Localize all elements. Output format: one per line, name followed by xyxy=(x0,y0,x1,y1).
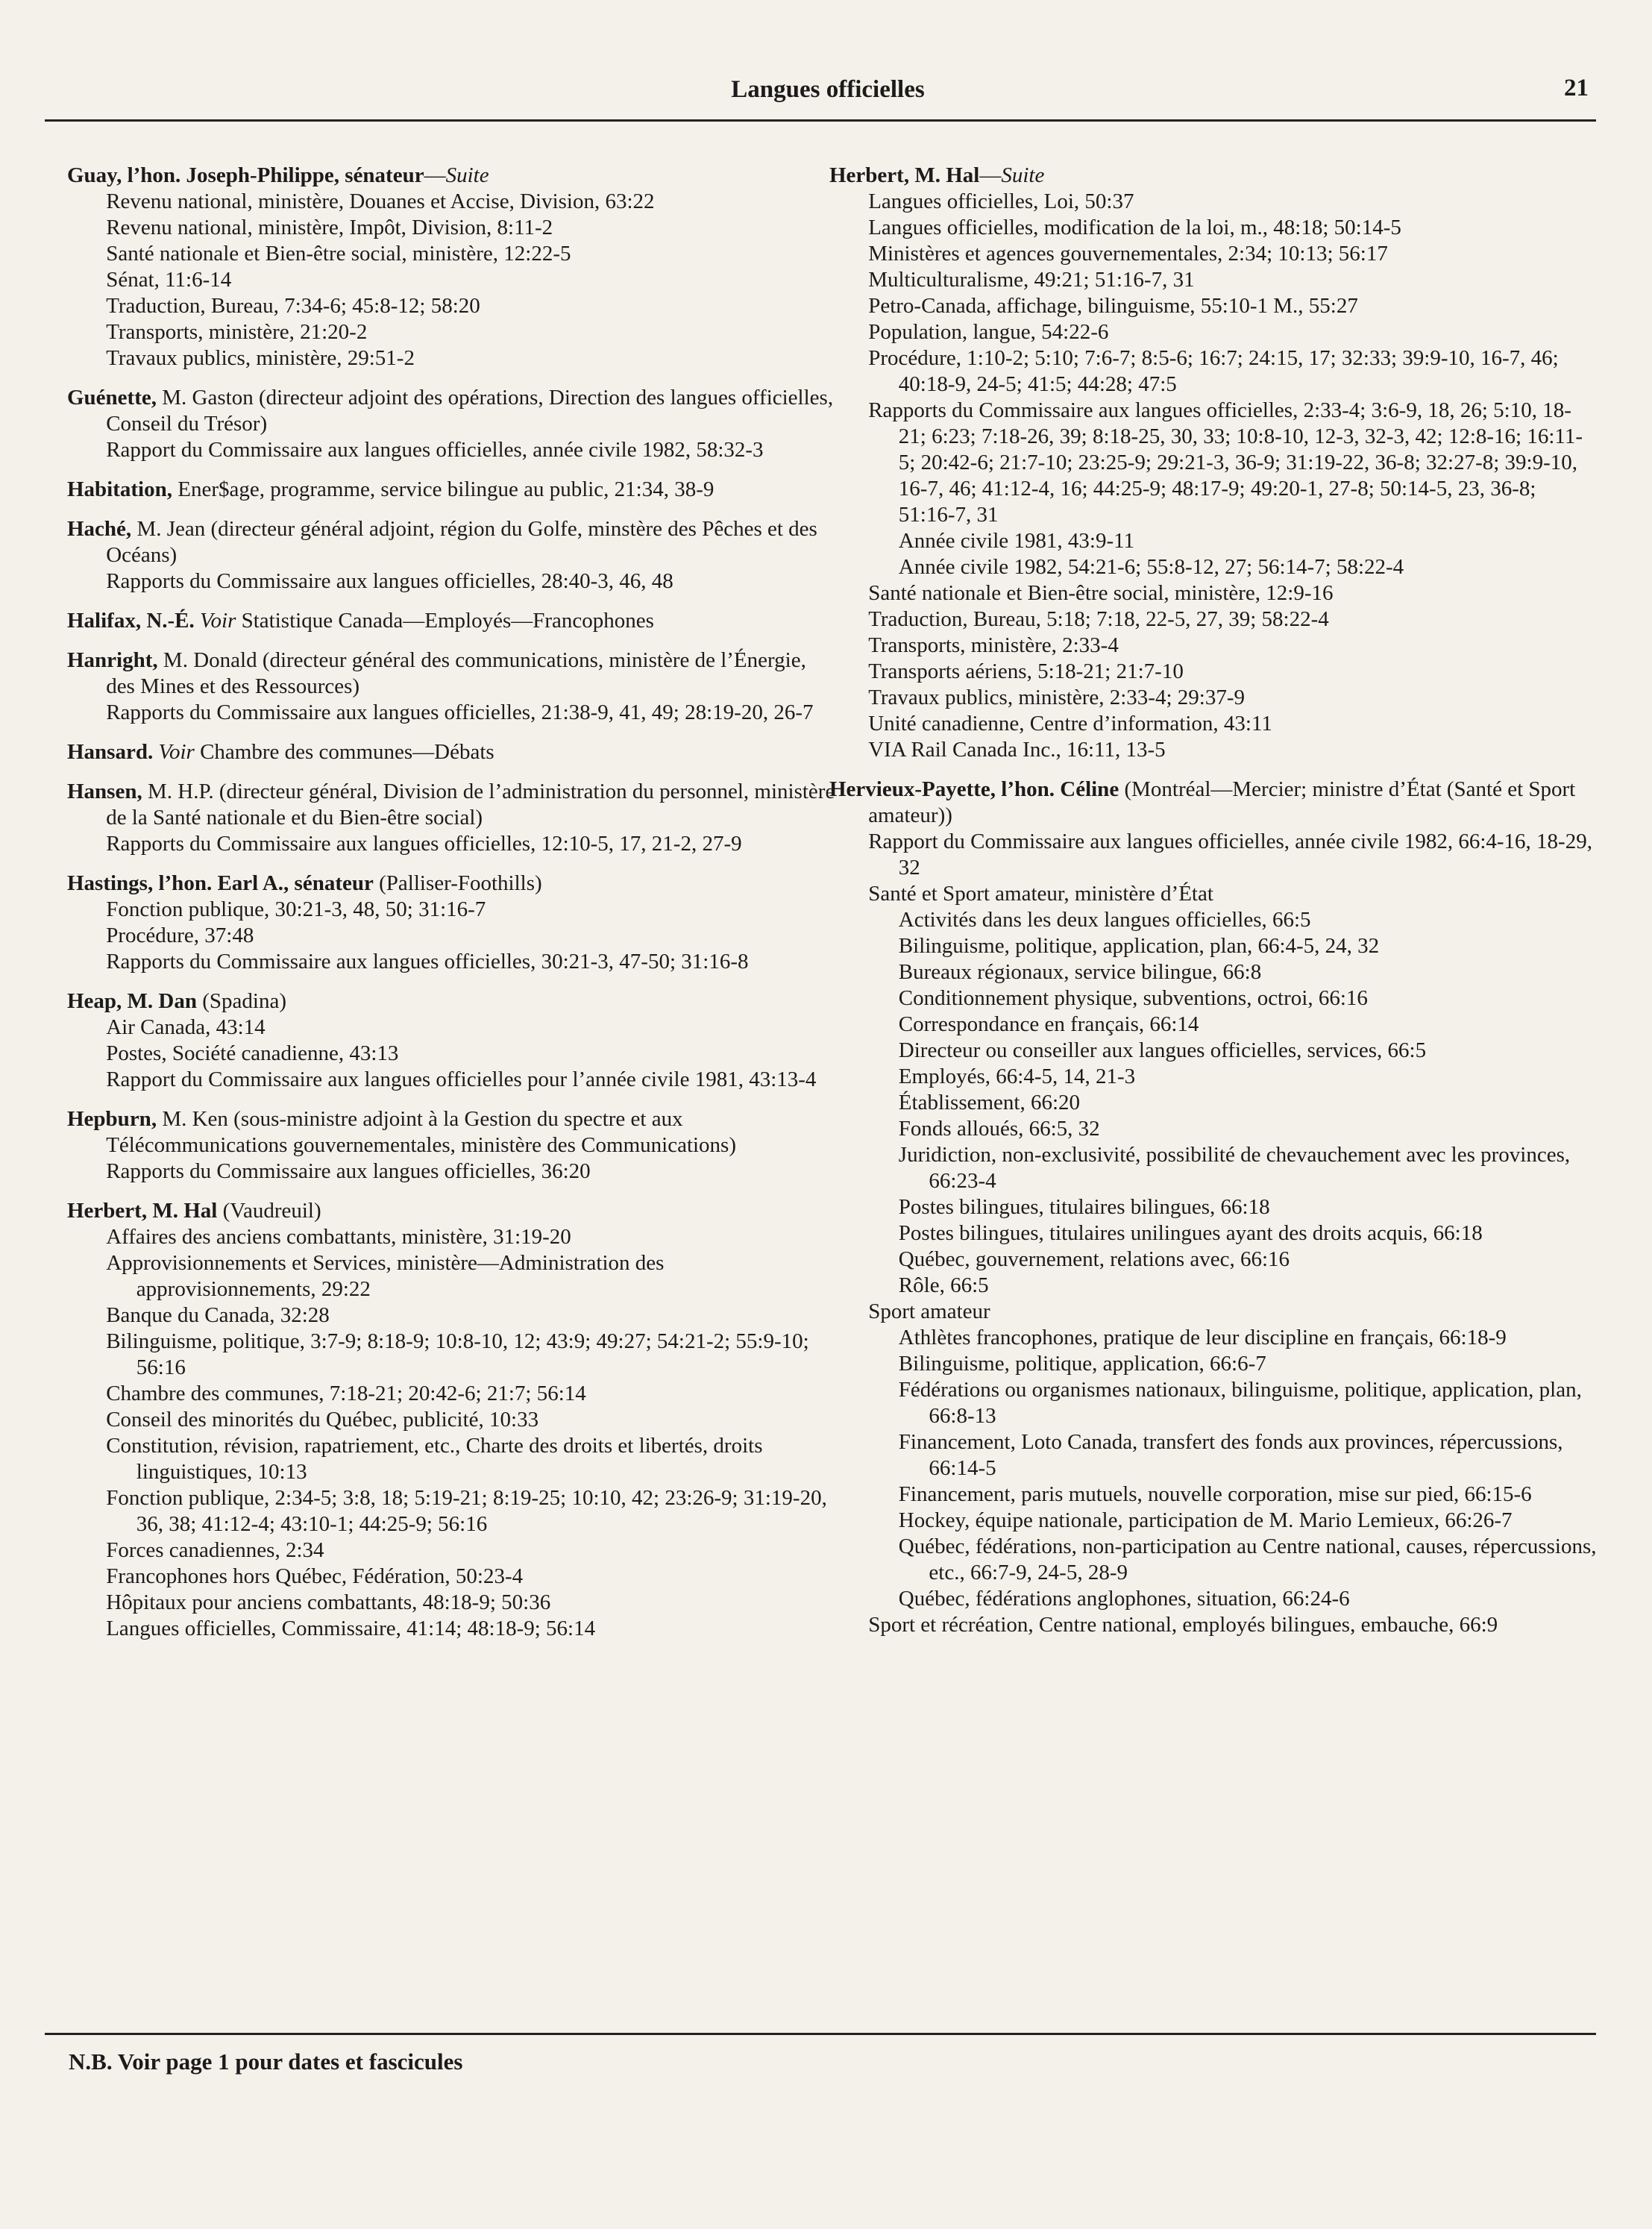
index-entry xyxy=(67,608,835,634)
subentry: Année civile 1982, 54:21-6; 55:8-12, 27; 56:14-7; 58:22-4 xyxy=(898,555,1404,579)
subentry: VIA Rail Canada Inc., 16:11, 13-5 xyxy=(868,738,1166,762)
subentry: Bilinguisme, politique, 3:7-9; 8:18-9; 10:8-10, 12; 43:9; 49:27; 54:21-2; 55:9-10; 56:16 xyxy=(106,1329,809,1379)
subentry: Procédure, 1:10-2; 5:10; 7:6-7; 8:5-6; 16:7; 24:15, 17; 32:33; 39:9-10, 16-7, 46; 40:18-9, 24-5; 41:5; 44:28; 47:5 xyxy=(868,346,1559,396)
entry-name: Haché, xyxy=(67,517,132,541)
subentry: Bureaux régionaux, service bilingue, 66:8 xyxy=(898,960,1262,984)
entry-heading xyxy=(67,739,835,765)
subentry: Langues officielles, Loi, 50:37 xyxy=(868,189,1134,213)
subentry: Postes bilingues, titulaires bilingues, 66:18 xyxy=(898,1195,1270,1219)
subentry: Traduction, Bureau, 5:18; 7:18, 22-5, 27, 39; 58:22-4 xyxy=(868,607,1329,631)
entry-name-suffix: Voir Chambre des communes—Débats xyxy=(158,740,494,764)
subentry: Multiculturalisme, 49:21; 51:16-7, 31 xyxy=(868,268,1195,292)
subentry: Population, langue, 54:22-6 xyxy=(868,320,1109,344)
entry-name-suffix: M. Gaston (directeur adjoint des opérations, Direction des langues officielles, Conseil du Trésor) xyxy=(106,386,834,436)
subentry: Bilinguisme, politique, application, plan, 66:4-5, 24, 32 xyxy=(898,934,1380,958)
page-title: Langues officielles xyxy=(731,76,925,103)
subentry: Approvisionnements et Services, ministère—Administration des approvisionnements, 29:22 xyxy=(106,1251,665,1301)
subentry: Santé nationale et Bien-être social, ministère, 12:9-16 xyxy=(868,581,1334,605)
subentry: Fonction publique, 30:21-3, 48, 50; 31:16-7 xyxy=(106,897,486,921)
subentry: Procédure, 37:48 xyxy=(106,924,254,947)
subentry: Sport et récréation, Centre national, employés bilingues, embauche, 66:9 xyxy=(868,1613,1498,1637)
subentry: Rapport du Commissaire aux langues officielles pour l’année civile 1981, 43:13-4 xyxy=(106,1068,817,1091)
subentry: Rapports du Commissaire aux langues officielles, 36:20 xyxy=(106,1159,591,1183)
subentry: Transports, ministère, 21:20-2 xyxy=(106,320,368,344)
entry-name: Guénette, xyxy=(67,386,157,410)
page-header xyxy=(67,72,1589,116)
subentry: Rapport du Commissaire aux langues officielles, année civile 1982, 66:4-16, 18-29, 32 xyxy=(868,830,1592,880)
index-entry xyxy=(829,163,1598,763)
index-entry xyxy=(67,648,835,726)
entry-name: Hastings, l’hon. Earl A., sénateur xyxy=(67,871,374,895)
subentry: Année civile 1981, 43:9-11 xyxy=(898,529,1135,553)
subentry: Fédérations ou organismes nationaux, bilinguisme, politique, application, plan, 66:8-13 xyxy=(898,1378,1582,1428)
entry-heading xyxy=(67,516,835,568)
index-entry xyxy=(67,1106,835,1185)
subentry: Affaires des anciens combattants, ministère, 31:19-20 xyxy=(106,1225,571,1249)
subentry: Athlètes francophones, pratique de leur discipline en français, 66:18-9 xyxy=(898,1326,1507,1349)
entry-name-suffix: (Palliser-Foothills) xyxy=(373,871,542,895)
subentry: Bilinguisme, politique, application, 66:6-7 xyxy=(898,1352,1266,1376)
subentry: Rapports du Commissaire aux langues officielles, 30:21-3, 47-50; 31:16-8 xyxy=(106,950,749,974)
left-column xyxy=(67,163,835,1655)
subentry: Québec, fédérations anglophones, situation, 66:24-6 xyxy=(898,1587,1350,1611)
subentry: Air Canada, 43:14 xyxy=(106,1015,266,1039)
subentry: Travaux publics, ministère, 29:51-2 xyxy=(106,346,415,370)
index-entry xyxy=(67,385,835,463)
subentry: Revenu national, ministère, Douanes et Accise, Division, 63:22 xyxy=(106,189,655,213)
entry-name-suffix: —Suite xyxy=(424,163,489,187)
subentry: Petro-Canada, affichage, bilinguisme, 55:10-1 M., 55:27 xyxy=(868,294,1358,318)
entry-name: Hansard. xyxy=(67,740,154,764)
subentry: Ministères et agences gouvernementales, 2:34; 10:13; 56:17 xyxy=(868,242,1388,266)
index-entry xyxy=(67,988,835,1093)
entry-name: Herbert, M. Hal xyxy=(67,1199,218,1223)
entry-heading xyxy=(67,988,835,1015)
subentry: Transports aériens, 5:18-21; 21:7-10 xyxy=(868,659,1184,683)
index-entry xyxy=(67,516,835,595)
subentry: Transports, ministère, 2:33-4 xyxy=(868,633,1119,657)
subentry: Directeur ou conseiller aux langues officielles, services, 66:5 xyxy=(898,1038,1427,1062)
entry-name-suffix: M. H.P. (directeur général, Division de l’administration du personnel, ministère de la Santé nationale et du Bien-être social) xyxy=(106,780,835,830)
entry-heading xyxy=(829,163,1598,189)
entry-name-suffix: —Suite xyxy=(979,163,1045,187)
subentry: Fonds alloués, 66:5, 32 xyxy=(898,1117,1100,1141)
subentry: Forces canadiennes, 2:34 xyxy=(106,1538,324,1562)
subentry: Travaux publics, ministère, 2:33-4; 29:37-9 xyxy=(868,686,1245,709)
subentry: Traduction, Bureau, 7:34-6; 45:8-12; 58:20 xyxy=(106,294,480,318)
entry-name-suffix: M. Ken (sous-ministre adjoint à la Gestion du spectre et aux Télécommunications gouvernementales, ministère des Communications) xyxy=(106,1107,736,1157)
index-entry xyxy=(67,739,835,765)
subentry: Rapports du Commissaire aux langues officielles, 12:10-5, 17, 21-2, 27-9 xyxy=(106,832,742,856)
subentry: Conseil des minorités du Québec, publicité, 10:33 xyxy=(106,1408,539,1432)
subentry: Unité canadienne, Centre d’information, 43:11 xyxy=(868,712,1272,736)
subentry: Québec, fédérations, non-participation au Centre national, causes, répercussions, etc., 66:7-9, 24-5, 28-9 xyxy=(898,1534,1597,1584)
entry-name-suffix: Voir Statistique Canada—Employés—Francophones xyxy=(200,609,654,633)
entry-name-suffix: M. Donald (directeur général des communications, ministère de l’Énergie, des Mines et des Ressources) xyxy=(106,648,806,698)
subentry: Constitution, révision, rapatriement, etc., Charte des droits et libertés, droits linguistiques, 10:13 xyxy=(106,1434,763,1484)
subentry: Rapport du Commissaire aux langues officielles, année civile 1982, 58:32-3 xyxy=(106,438,764,462)
subentry: Santé et Sport amateur, ministère d’État xyxy=(868,882,1213,906)
subentry: Banque du Canada, 32:28 xyxy=(106,1303,330,1327)
index-entry xyxy=(829,777,1598,1638)
index-entry xyxy=(67,477,835,503)
page-number: 21 xyxy=(1564,75,1589,101)
entry-heading xyxy=(67,871,835,897)
entry-name: Herbert, M. Hal xyxy=(829,163,980,187)
subentry: Fonction publique, 2:34-5; 3:8, 18; 5:19-21; 8:19-25; 10:10, 42; 23:26-9; 31:19-20, 36, 38; 41:12-4; 43:10-1; 44:25-9; 56:16 xyxy=(106,1486,827,1536)
subentry: Employés, 66:4-5, 14, 21-3 xyxy=(898,1065,1136,1088)
entry-heading xyxy=(67,385,835,437)
subentry: Rapports du Commissaire aux langues officielles, 2:33-4; 3:6-9, 18, 26; 5:10, 18-21; 6:23; 7:18-26, 39; 8:18-25, 30, 33; 10:8-10, 12-3, 32-3, 42; 12:8-16; 16:11-5; 20:42-6; 21:7-10; 23:25-9; 29:21-3, 36-9; 31:19-22, 36-8; 32:27-8; 39:9-10, 16-7, 46; 41:12-4, 16; 44:25-9; 48:17-9; 49:20-1, 27-8; 50:14-5, 23, 36-8; 51:16-7, 31 xyxy=(868,398,1583,527)
subentry: Juridiction, non-exclusivité, possibilité de chevauchement avec les provinces, 66:23-4 xyxy=(898,1143,1571,1193)
subentry: Conditionnement physique, subventions, octroi, 66:16 xyxy=(898,986,1368,1010)
entry-heading xyxy=(67,477,835,503)
subentry: Revenu national, ministère, Impôt, Division, 8:11-2 xyxy=(106,216,553,239)
entry-name: Hansen, xyxy=(67,780,142,803)
entry-heading xyxy=(829,777,1598,829)
subentry: Sénat, 11:6-14 xyxy=(106,268,232,292)
entry-name-suffix: (Montréal—Mercier; ministre d’État (Santé et Sport amateur)) xyxy=(868,777,1576,827)
entry-name: Hepburn, xyxy=(67,1107,157,1131)
entry-heading xyxy=(67,1198,835,1224)
entry-heading xyxy=(67,163,835,189)
subentry: Québec, gouvernement, relations avec, 66:16 xyxy=(898,1247,1290,1271)
footer-note: N.B. Voir page 1 pour dates et fascicules xyxy=(69,2048,463,2075)
subentry: Langues officielles, modification de la loi, m., 48:18; 50:14-5 xyxy=(868,216,1401,239)
entry-name: Hervieux-Payette, l’hon. Céline xyxy=(829,777,1119,801)
subentry: Hôpitaux pour anciens combattants, 48:18-9; 50:36 xyxy=(106,1590,551,1614)
index-entry xyxy=(67,871,835,975)
subentry: Sport amateur xyxy=(868,1300,990,1323)
subentry: Rapports du Commissaire aux langues officielles, 28:40-3, 46, 48 xyxy=(106,569,673,593)
entry-heading xyxy=(67,1106,835,1159)
subentry: Financement, Loto Canada, transfert des fonds aux provinces, répercussions, 66:14-5 xyxy=(898,1430,1563,1480)
entry-name-suffix: M. Jean (directeur général adjoint, région du Golfe, minstère des Pêches et des Océans) xyxy=(106,517,817,567)
index-entry xyxy=(67,779,835,857)
subentry: Postes bilingues, titulaires unilingues ayant des droits acquis, 66:18 xyxy=(898,1221,1483,1245)
entry-name-suffix: (Vaudreuil) xyxy=(217,1199,321,1223)
subentry: Correspondance en français, 66:14 xyxy=(898,1012,1199,1036)
subentry: Rapports du Commissaire aux langues officielles, 21:38-9, 41, 49; 28:19-20, 26-7 xyxy=(106,700,814,724)
entry-name-suffix: (Spadina) xyxy=(197,989,286,1013)
entry-name: Habitation, xyxy=(67,477,172,501)
header-rule xyxy=(45,119,1596,122)
entry-name: Hanright, xyxy=(67,648,158,672)
subentry: Postes, Société canadienne, 43:13 xyxy=(106,1041,399,1065)
entry-heading xyxy=(67,779,835,831)
subentry: Financement, paris mutuels, nouvelle corporation, mise sur pied, 66:15-6 xyxy=(898,1482,1532,1506)
entry-name: Halifax, N.-É. xyxy=(67,609,195,633)
subentry: Francophones hors Québec, Fédération, 50:23-4 xyxy=(106,1564,524,1588)
entry-heading xyxy=(67,648,835,700)
subentry: Chambre des communes, 7:18-21; 20:42-6; 21:7; 56:14 xyxy=(106,1382,586,1405)
index-entry xyxy=(67,163,835,372)
entry-name-suffix: Ener$age, programme, service bilingue au public, 21:34, 38-9 xyxy=(172,477,714,501)
entry-name: Guay, l’hon. Joseph-Philippe, sénateur xyxy=(67,163,424,187)
entry-name: Heap, M. Dan xyxy=(67,989,197,1013)
subentry: Activités dans les deux langues officielles, 66:5 xyxy=(898,908,1311,932)
subentry: Rôle, 66:5 xyxy=(898,1273,989,1297)
right-column xyxy=(829,163,1598,1652)
index-entry xyxy=(67,1198,835,1642)
subentry: Établissement, 66:20 xyxy=(898,1091,1081,1114)
subentry: Langues officielles, Commissaire, 41:14; 48:18-9; 56:14 xyxy=(106,1617,596,1640)
subentry: Hockey, équipe nationale, participation de M. Mario Lemieux, 66:26-7 xyxy=(898,1508,1513,1532)
entry-heading xyxy=(67,608,835,634)
footer-rule xyxy=(45,2033,1596,2035)
subentry: Santé nationale et Bien-être social, ministère, 12:22-5 xyxy=(106,242,571,266)
